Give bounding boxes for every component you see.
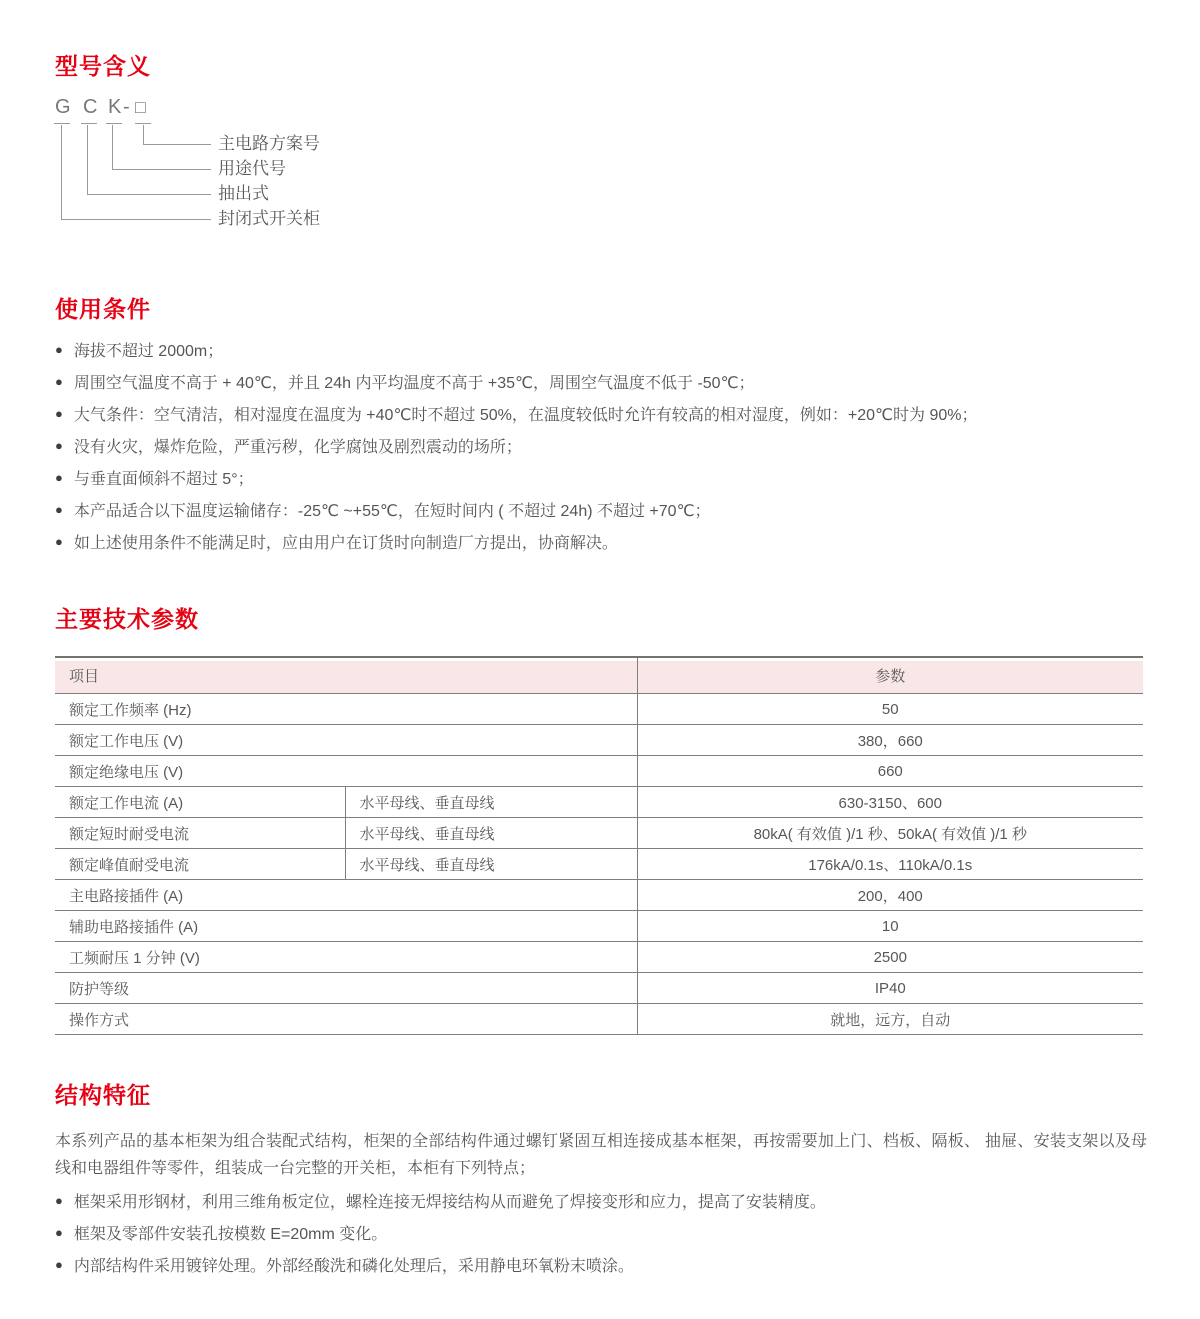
table-row xyxy=(55,1004,1143,1035)
model-code-char-dash: - xyxy=(123,96,130,118)
table-row xyxy=(55,942,1143,973)
table-header-param: 参数 xyxy=(637,657,1143,694)
condition-text: 与垂直面倾斜不超过 5°； xyxy=(73,470,254,488)
model-code-char-g: G xyxy=(55,96,71,118)
param-value-cell: 630-3150、600 xyxy=(637,787,1143,818)
condition-item xyxy=(55,333,1155,365)
section-title-usage-conditions: 使用条件 xyxy=(55,296,151,322)
bullet-icon: ● xyxy=(55,1224,63,1240)
table-row xyxy=(55,787,1143,818)
table-row xyxy=(55,880,1143,911)
param-value-cell: 就地，远方，自动 xyxy=(637,1004,1143,1035)
condition-text: 没有火灾，爆炸危险，严重污秽，化学腐蚀及剧烈震动的场所； xyxy=(73,438,522,456)
param-name-cell: 工频耐压 1 分钟 (V) xyxy=(55,942,637,973)
param-value-cell: IP40 xyxy=(637,973,1143,1004)
feature-text: 框架及零部件安装孔按模数 E=20mm 变化。 xyxy=(73,1225,388,1243)
condition-item xyxy=(55,461,1155,493)
param-name-cell: 主电路接插件 (A) xyxy=(55,880,637,911)
param-value-cell: 200，400 xyxy=(637,880,1143,911)
condition-text: 大气条件：空气清洁，相对湿度在温度为 +40℃时不超过 50%，在温度较低时允许有较高的相对湿度，例如：+20℃时为 90%； xyxy=(73,406,978,424)
tech-params-table xyxy=(55,656,1143,1035)
bullet-icon: ● xyxy=(55,437,63,453)
param-name-cell: 操作方式 xyxy=(55,1004,637,1035)
table-row xyxy=(55,818,1143,849)
feature-item xyxy=(55,1216,1155,1248)
feature-text: 内部结构件采用镀锌处理。外部经酸洗和磷化处理后，采用静电环氧粉末喷涂。 xyxy=(73,1257,634,1275)
table-row xyxy=(55,911,1143,942)
param-value-cell: 80kA( 有效值 )/1 秒、50kA( 有效值 )/1 秒 xyxy=(637,818,1143,849)
diagram-connector-line xyxy=(61,125,211,220)
table-header-row xyxy=(55,657,1143,694)
feature-item xyxy=(55,1248,1155,1280)
condition-item xyxy=(55,493,1155,525)
diagram-label-main-circuit: 主电路方案号 xyxy=(218,134,320,153)
param-value-cell: 660 xyxy=(637,756,1143,787)
param-name-cell: 额定绝缘电压 (V) xyxy=(55,756,637,787)
param-name-cell: 额定工作电流 (A) xyxy=(55,787,345,818)
structure-features-list xyxy=(55,1184,1155,1280)
condition-item xyxy=(55,429,1155,461)
param-name-cell: 辅助电路接插件 (A) xyxy=(55,911,637,942)
usage-conditions-list xyxy=(55,333,1155,557)
condition-text: 周围空气温度不高于 + 40℃，并且 24h 内平均温度不高于 +35℃，周围空气温度不低于 -50℃； xyxy=(73,374,755,392)
model-code-box-icon: □ xyxy=(135,97,146,117)
section-title-structure-features: 结构特征 xyxy=(55,1082,151,1108)
condition-item xyxy=(55,397,1155,429)
bullet-icon: ● xyxy=(55,341,63,357)
condition-text: 如上述使用条件不能满足时，应由用户在订货时向制造厂方提出，协商解决。 xyxy=(73,534,618,552)
param-value-cell: 50 xyxy=(637,694,1143,725)
table-header-item: 项目 xyxy=(55,657,637,694)
param-value-cell: 176kA/0.1s、110kA/0.1s xyxy=(637,849,1143,880)
diagram-label-withdrawable: 抽出式 xyxy=(218,184,269,203)
feature-item xyxy=(55,1184,1155,1216)
condition-item xyxy=(55,525,1155,557)
model-code-underline xyxy=(135,123,151,124)
model-code-underline xyxy=(106,123,122,124)
table-row xyxy=(55,756,1143,787)
model-code-underline xyxy=(81,123,97,124)
section-title-model-meaning: 型号含义 xyxy=(55,53,151,79)
condition-text: 本产品适合以下温度运输储存：-25℃ ~+55℃，在短时间内 ( 不超过 24h) 不超过 +70℃； xyxy=(73,502,711,520)
condition-item xyxy=(55,365,1155,397)
bullet-icon: ● xyxy=(55,1192,63,1208)
table-row xyxy=(55,725,1143,756)
param-value-cell: 2500 xyxy=(637,942,1143,973)
diagram-label-purpose-code: 用途代号 xyxy=(218,159,286,178)
param-name-cell: 额定工作电压 (V) xyxy=(55,725,637,756)
bullet-icon: ● xyxy=(55,469,63,485)
param-name-cell: 防护等级 xyxy=(55,973,637,1004)
bullet-icon: ● xyxy=(55,373,63,389)
param-value-cell: 380，660 xyxy=(637,725,1143,756)
model-code-underline xyxy=(54,123,70,124)
bullet-icon: ● xyxy=(55,1256,63,1272)
model-code-diagram xyxy=(0,95,700,255)
diagram-label-enclosed-switchgear: 封闭式开关柜 xyxy=(218,209,320,228)
model-code-char-k: K xyxy=(108,96,122,118)
model-code-char-c: C xyxy=(83,96,98,118)
section-title-tech-params: 主要技术参数 xyxy=(55,606,199,632)
busbar-type-cell: 水平母线、垂直母线 xyxy=(345,849,637,880)
condition-text: 海拔不超过 2000m； xyxy=(73,342,224,360)
bullet-icon: ● xyxy=(55,501,63,517)
structure-intro-paragraph: 本系列产品的基本柜架为组合装配式结构，柜架的全部结构件通过螺钉紧固互相连接成基本框架，再按需要加上门、档板、隔板、 抽屉、安装支架以及母线和电器组件等零件，组装成一台完整的开关柜，本柜有下列特点； xyxy=(55,1133,1147,1177)
busbar-type-cell: 水平母线、垂直母线 xyxy=(345,818,637,849)
busbar-type-cell: 水平母线、垂直母线 xyxy=(345,787,637,818)
param-name-cell: 额定短时耐受电流 xyxy=(55,818,345,849)
feature-text: 框架采用形钢材，利用三维角板定位，螺栓连接无焊接结构从而避免了焊接变形和应力，提高了安装精度。 xyxy=(73,1193,826,1211)
table-row xyxy=(55,849,1143,880)
param-name-cell: 额定工作频率 (Hz) xyxy=(55,694,637,725)
bullet-icon: ● xyxy=(55,533,63,549)
param-name-cell: 额定峰值耐受电流 xyxy=(55,849,345,880)
table-row xyxy=(55,973,1143,1004)
table-row xyxy=(55,694,1143,725)
param-value-cell: 10 xyxy=(637,911,1143,942)
bullet-icon: ● xyxy=(55,405,63,421)
